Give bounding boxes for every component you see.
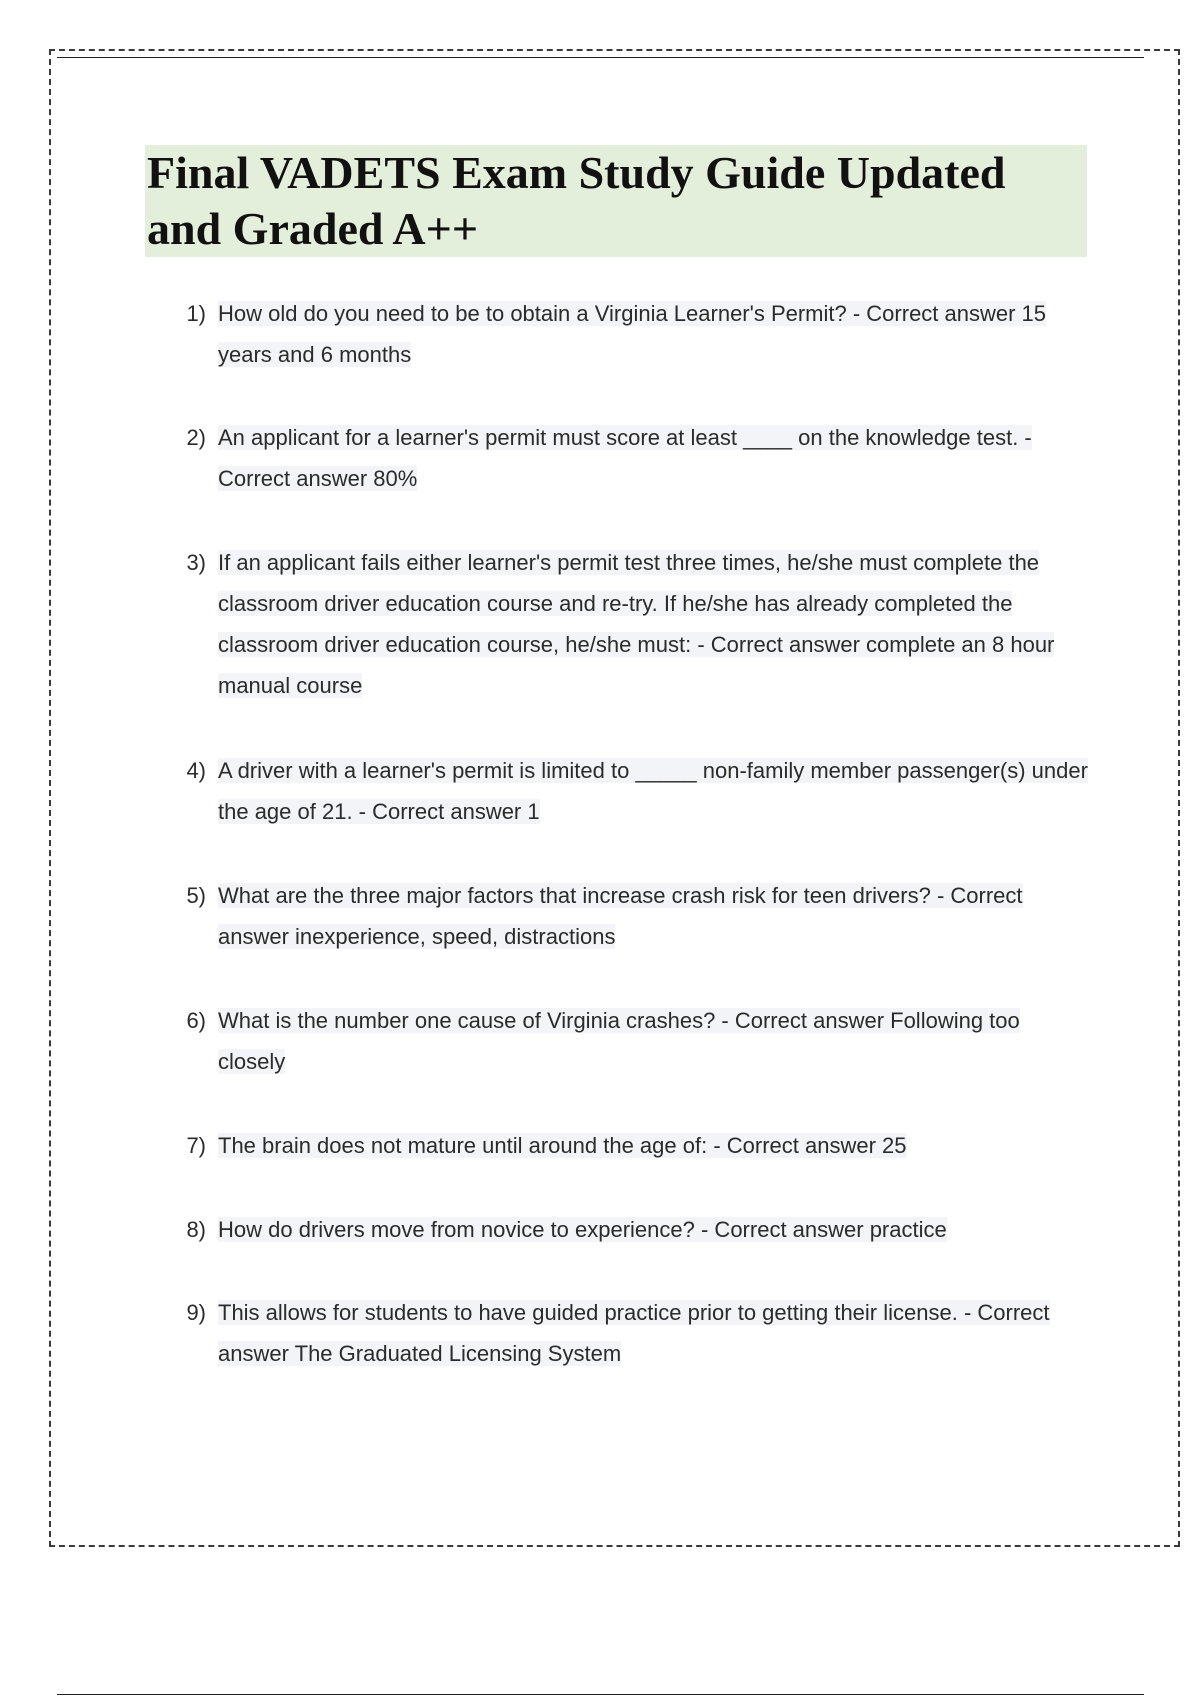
list-item — [170, 875, 1090, 957]
item-text: A driver with a learner's permit is limited to _____ non-family member passenger(s) under the age of 21. - Correct answer 1 — [218, 758, 1088, 824]
title-highlight — [145, 145, 1087, 257]
item-number: 1) — [186, 301, 206, 326]
item-text: What are the three major factors that increase crash risk for teen drivers? - Correct answer inexperience, speed, distractions — [218, 883, 1023, 949]
list-item — [170, 1292, 1090, 1374]
item-number: 4) — [186, 758, 206, 783]
list-item — [170, 293, 1090, 375]
item-number: 6) — [186, 1008, 206, 1033]
item-text: How old do you need to be to obtain a Virginia Learner's Permit? - Correct answer 15 years and 6 months — [218, 301, 1047, 367]
list-item — [170, 1209, 1090, 1250]
page-title: Final VADETS Exam Study Guide Updated and Graded A++ — [147, 147, 1006, 254]
item-text: The brain does not mature until around the age of: - Correct answer 25 — [218, 1133, 907, 1158]
list-item — [170, 542, 1090, 706]
list-item — [170, 417, 1090, 499]
item-text: If an applicant fails either learner's permit test three times, he/she must complete the classroom driver education course and re-try. If he/she has already completed the classroom driver education course, he/she must: - Correct answer complete an 8 hour manual course — [218, 550, 1055, 698]
bottom-rule — [57, 1694, 1144, 1695]
list-item — [170, 750, 1090, 832]
list-item — [170, 1000, 1090, 1082]
item-number: 7) — [186, 1133, 206, 1158]
item-text: How do drivers move from novice to experience? - Correct answer practice — [218, 1217, 947, 1242]
item-number: 3) — [186, 550, 206, 575]
top-rule — [57, 57, 1144, 58]
item-number: 8) — [186, 1217, 206, 1242]
item-text: An applicant for a learner's permit must score at least ____ on the knowledge test. - Correct answer 80% — [218, 425, 1032, 491]
item-number: 9) — [186, 1300, 206, 1325]
list-item — [170, 1125, 1090, 1166]
item-text: This allows for students to have guided practice prior to getting their license. - Correct answer The Graduated Licensing System — [218, 1300, 1050, 1366]
item-number: 5) — [186, 883, 206, 908]
item-number: 2) — [186, 425, 206, 450]
item-text: What is the number one cause of Virginia crashes? - Correct answer Following too closely — [218, 1008, 1020, 1074]
